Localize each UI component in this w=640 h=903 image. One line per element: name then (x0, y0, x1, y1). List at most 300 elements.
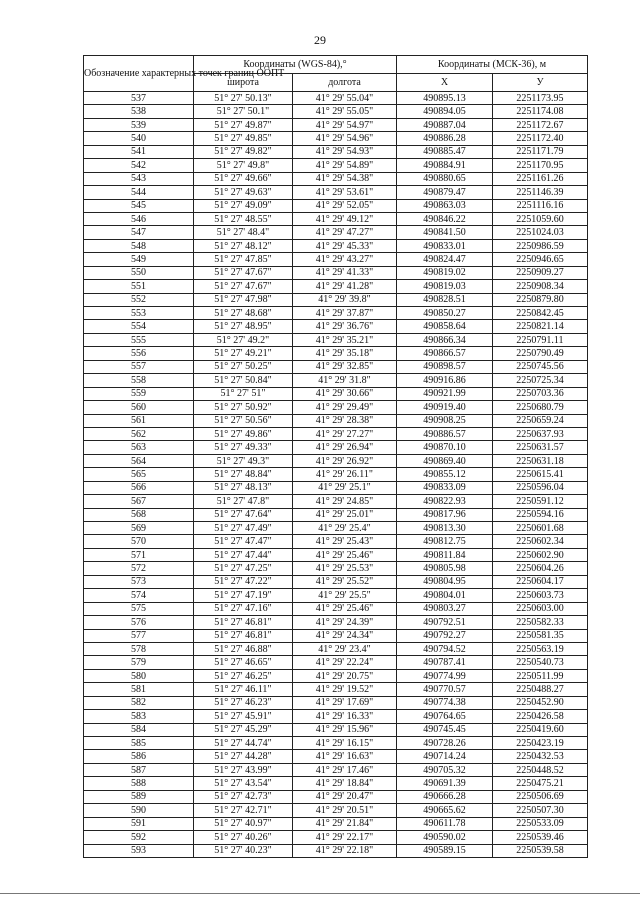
latitude-cell: 51° 27' 50.13" (194, 92, 293, 105)
point-id: 577 (84, 629, 194, 642)
longitude-cell: 41° 29' 24.85" (293, 495, 397, 508)
x-cell: 490846.22 (397, 212, 493, 225)
y-cell: 2250821.14 (493, 320, 588, 333)
table-row (84, 683, 588, 696)
table-row (84, 844, 588, 857)
longitude-cell: 41° 29' 25.01" (293, 508, 397, 521)
point-id: 566 (84, 481, 194, 494)
latitude-cell: 51° 27' 49.85" (194, 132, 293, 145)
point-id: 558 (84, 374, 194, 387)
latitude-cell: 51° 27' 46.11" (194, 683, 293, 696)
table-row (84, 642, 588, 655)
point-id: 565 (84, 468, 194, 481)
longitude-cell: 41° 29' 54.97" (293, 118, 397, 131)
table-row (84, 723, 588, 736)
point-id: 544 (84, 186, 194, 199)
longitude-cell: 41° 29' 47.27" (293, 226, 397, 239)
point-id: 540 (84, 132, 194, 145)
point-id: 567 (84, 495, 194, 508)
latitude-cell: 51° 27' 50.1" (194, 105, 293, 118)
table-row (84, 253, 588, 266)
table-row (84, 333, 588, 346)
latitude-cell: 51° 27' 48.68" (194, 307, 293, 320)
x-cell: 490885.47 (397, 145, 493, 158)
longitude-cell: 41° 29' 26.94" (293, 441, 397, 454)
point-id: 545 (84, 199, 194, 212)
point-id: 576 (84, 616, 194, 629)
y-cell: 2250423.19 (493, 737, 588, 750)
latitude-cell: 51° 27' 45.91" (194, 710, 293, 723)
x-cell: 490666.28 (397, 790, 493, 803)
table-row (84, 145, 588, 158)
header-wgs84: Координаты (WGS-84),° (194, 56, 397, 74)
longitude-cell: 41° 29' 24.34" (293, 629, 397, 642)
latitude-cell: 51° 27' 47.47" (194, 535, 293, 548)
x-cell: 490866.34 (397, 333, 493, 346)
latitude-cell: 51° 27' 45.29" (194, 723, 293, 736)
x-cell: 490919.40 (397, 401, 493, 414)
latitude-cell: 51° 27' 47.49" (194, 522, 293, 535)
point-id: 583 (84, 710, 194, 723)
latitude-cell: 51° 27' 47.25" (194, 562, 293, 575)
point-id: 578 (84, 642, 194, 655)
point-id: 579 (84, 656, 194, 669)
longitude-cell: 41° 29' 49.12" (293, 212, 397, 225)
longitude-cell: 41° 29' 32.85" (293, 360, 397, 373)
point-id: 586 (84, 750, 194, 763)
latitude-cell: 51° 27' 46.81" (194, 629, 293, 642)
latitude-cell: 51° 27' 48.13" (194, 481, 293, 494)
point-id: 584 (84, 723, 194, 736)
table-row (84, 589, 588, 602)
latitude-cell: 51° 27' 49.87" (194, 118, 293, 131)
longitude-cell: 41° 29' 25.46" (293, 602, 397, 615)
table-row (84, 495, 588, 508)
point-id: 542 (84, 159, 194, 172)
point-id: 556 (84, 347, 194, 360)
y-cell: 2251116.16 (493, 199, 588, 212)
x-cell: 490792.51 (397, 616, 493, 629)
point-id: 574 (84, 589, 194, 602)
longitude-cell: 41° 29' 21.84" (293, 817, 397, 830)
y-cell: 2251059.60 (493, 212, 588, 225)
x-cell: 490870.10 (397, 441, 493, 454)
point-id: 553 (84, 307, 194, 320)
longitude-cell: 41° 29' 35.21" (293, 333, 397, 346)
y-cell: 2250475.21 (493, 777, 588, 790)
longitude-cell: 41° 29' 27.27" (293, 427, 397, 440)
latitude-cell: 51° 27' 44.28" (194, 750, 293, 763)
latitude-cell: 51° 27' 49.33" (194, 441, 293, 454)
latitude-cell: 51° 27' 44.74" (194, 737, 293, 750)
point-id: 557 (84, 360, 194, 373)
y-cell: 2250631.18 (493, 454, 588, 467)
longitude-cell: 41° 29' 54.89" (293, 159, 397, 172)
point-id: 581 (84, 683, 194, 696)
latitude-cell: 51° 27' 46.88" (194, 642, 293, 655)
latitude-cell: 51° 27' 46.25" (194, 669, 293, 682)
latitude-cell: 51° 27' 47.67" (194, 266, 293, 279)
x-cell: 490908.25 (397, 414, 493, 427)
coordinates-table (83, 55, 588, 858)
x-cell: 490819.02 (397, 266, 493, 279)
y-cell: 2251161.26 (493, 172, 588, 185)
x-cell: 490805.98 (397, 562, 493, 575)
point-id: 572 (84, 562, 194, 575)
table-row (84, 790, 588, 803)
table-row (84, 105, 588, 118)
table-row (84, 656, 588, 669)
x-cell: 490898.57 (397, 360, 493, 373)
table-row (84, 629, 588, 642)
page-number: 29 (314, 33, 326, 47)
table-row (84, 696, 588, 709)
longitude-cell: 41° 29' 25.43" (293, 535, 397, 548)
longitude-cell: 41° 29' 20.51" (293, 804, 397, 817)
y-cell: 2250745.56 (493, 360, 588, 373)
y-cell: 2250563.19 (493, 642, 588, 655)
point-id: 590 (84, 804, 194, 817)
table-row (84, 710, 588, 723)
x-cell: 490714.24 (397, 750, 493, 763)
header-longitude: долгота (293, 74, 397, 92)
point-id: 541 (84, 145, 194, 158)
y-cell: 2250582.33 (493, 616, 588, 629)
x-cell: 490887.04 (397, 118, 493, 131)
x-cell: 490745.45 (397, 723, 493, 736)
y-cell: 2250539.46 (493, 831, 588, 844)
point-id: 546 (84, 212, 194, 225)
x-cell: 490895.13 (397, 92, 493, 105)
x-cell: 490813.30 (397, 522, 493, 535)
longitude-cell: 41° 29' 16.63" (293, 750, 397, 763)
point-id: 562 (84, 427, 194, 440)
latitude-cell: 51° 27' 47.98" (194, 293, 293, 306)
point-id: 573 (84, 575, 194, 588)
longitude-cell: 41° 29' 23.4" (293, 642, 397, 655)
y-cell: 2250581.35 (493, 629, 588, 642)
longitude-cell: 41° 29' 52.05" (293, 199, 397, 212)
longitude-cell: 41° 29' 54.96" (293, 132, 397, 145)
x-cell: 490817.96 (397, 508, 493, 521)
table-row (84, 360, 588, 373)
longitude-cell: 41° 29' 16.15" (293, 737, 397, 750)
x-cell: 490879.47 (397, 186, 493, 199)
table-row (84, 508, 588, 521)
longitude-cell: 41° 29' 16.33" (293, 710, 397, 723)
latitude-cell: 51° 27' 48.84" (194, 468, 293, 481)
point-id: 585 (84, 737, 194, 750)
x-cell: 490869.40 (397, 454, 493, 467)
table-row (84, 535, 588, 548)
latitude-cell: 51° 27' 47.85" (194, 253, 293, 266)
y-cell: 2250879.80 (493, 293, 588, 306)
point-id: 571 (84, 548, 194, 561)
latitude-cell: 51° 27' 46.81" (194, 616, 293, 629)
longitude-cell: 41° 29' 43.27" (293, 253, 397, 266)
longitude-cell: 41° 29' 54.38" (293, 172, 397, 185)
y-cell: 2250452.90 (493, 696, 588, 709)
point-id: 587 (84, 763, 194, 776)
table-row (84, 575, 588, 588)
longitude-cell: 41° 29' 39.8" (293, 293, 397, 306)
point-id: 550 (84, 266, 194, 279)
table-row (84, 522, 588, 535)
x-cell: 490921.99 (397, 387, 493, 400)
y-cell: 2250426.58 (493, 710, 588, 723)
latitude-cell: 51° 27' 51" (194, 387, 293, 400)
longitude-cell: 41° 29' 41.28" (293, 280, 397, 293)
table-header (84, 56, 588, 92)
x-cell: 490691.39 (397, 777, 493, 790)
longitude-cell: 41° 29' 22.17" (293, 831, 397, 844)
table-row (84, 199, 588, 212)
latitude-cell: 51° 27' 48.55" (194, 212, 293, 225)
y-cell: 2250601.68 (493, 522, 588, 535)
table-row (84, 669, 588, 682)
x-cell: 490880.65 (397, 172, 493, 185)
table-row (84, 427, 588, 440)
y-cell: 2250908.34 (493, 280, 588, 293)
point-id: 537 (84, 92, 194, 105)
table-row (84, 172, 588, 185)
longitude-cell: 41° 29' 15.96" (293, 723, 397, 736)
longitude-cell: 41° 29' 55.05" (293, 105, 397, 118)
longitude-cell: 41° 29' 25.4" (293, 522, 397, 535)
point-id: 569 (84, 522, 194, 535)
point-id: 591 (84, 817, 194, 830)
longitude-cell: 41° 29' 26.11" (293, 468, 397, 481)
table-row (84, 159, 588, 172)
x-cell: 490894.05 (397, 105, 493, 118)
table-row (84, 226, 588, 239)
table-row (84, 239, 588, 252)
latitude-cell: 51° 27' 50.25" (194, 360, 293, 373)
latitude-cell: 51° 27' 50.84" (194, 374, 293, 387)
y-cell: 2251024.03 (493, 226, 588, 239)
latitude-cell: 51° 27' 42.71" (194, 804, 293, 817)
point-id: 547 (84, 226, 194, 239)
point-id: 551 (84, 280, 194, 293)
x-cell: 490705.32 (397, 763, 493, 776)
x-cell: 490811.84 (397, 548, 493, 561)
longitude-cell: 41° 29' 26.92" (293, 454, 397, 467)
point-id: 563 (84, 441, 194, 454)
x-cell: 490792.27 (397, 629, 493, 642)
table-row (84, 92, 588, 105)
y-cell: 2250790.49 (493, 347, 588, 360)
longitude-cell: 41° 29' 25.5" (293, 589, 397, 602)
x-cell: 490833.09 (397, 481, 493, 494)
latitude-cell: 51° 27' 49.2" (194, 333, 293, 346)
longitude-cell: 41° 29' 54.93" (293, 145, 397, 158)
point-id: 552 (84, 293, 194, 306)
longitude-cell: 41° 29' 20.47" (293, 790, 397, 803)
table-row (84, 387, 588, 400)
longitude-cell: 41° 29' 22.24" (293, 656, 397, 669)
y-cell: 2251172.67 (493, 118, 588, 131)
point-id: 561 (84, 414, 194, 427)
point-id: 538 (84, 105, 194, 118)
y-cell: 2250842.45 (493, 307, 588, 320)
longitude-cell: 41° 29' 41.33" (293, 266, 397, 279)
y-cell: 2251173.95 (493, 92, 588, 105)
bottom-divider (0, 893, 640, 894)
longitude-cell: 41° 29' 17.69" (293, 696, 397, 709)
x-cell: 490590.02 (397, 831, 493, 844)
table-row (84, 401, 588, 414)
table-row (84, 374, 588, 387)
x-cell: 490794.52 (397, 642, 493, 655)
x-cell: 490819.03 (397, 280, 493, 293)
longitude-cell: 41° 29' 36.76" (293, 320, 397, 333)
y-cell: 2250591.12 (493, 495, 588, 508)
y-cell: 2250909.27 (493, 266, 588, 279)
table-row (84, 186, 588, 199)
point-id: 592 (84, 831, 194, 844)
x-cell: 490804.01 (397, 589, 493, 602)
x-cell: 490774.99 (397, 669, 493, 682)
table-row (84, 293, 588, 306)
latitude-cell: 51° 27' 49.09" (194, 199, 293, 212)
table-row (84, 777, 588, 790)
latitude-cell: 51° 27' 40.26" (194, 831, 293, 844)
x-cell: 490866.57 (397, 347, 493, 360)
latitude-cell: 51° 27' 49.21" (194, 347, 293, 360)
point-id: 580 (84, 669, 194, 682)
latitude-cell: 51° 27' 47.44" (194, 548, 293, 561)
x-cell: 490855.12 (397, 468, 493, 481)
y-cell: 2250539.58 (493, 844, 588, 857)
longitude-cell: 41° 29' 37.87" (293, 307, 397, 320)
latitude-cell: 51° 27' 46.65" (194, 656, 293, 669)
table-row (84, 441, 588, 454)
point-id: 560 (84, 401, 194, 414)
x-cell: 490884.91 (397, 159, 493, 172)
x-cell: 490787.41 (397, 656, 493, 669)
table-row (84, 307, 588, 320)
table-row (84, 454, 588, 467)
table-row (84, 737, 588, 750)
y-cell: 2250507.30 (493, 804, 588, 817)
table-body (84, 92, 588, 858)
header-latitude: широта (194, 74, 293, 92)
table-row (84, 414, 588, 427)
y-cell: 2250946.65 (493, 253, 588, 266)
table-row (84, 562, 588, 575)
point-id: 575 (84, 602, 194, 615)
table-row (84, 118, 588, 131)
table-row (84, 132, 588, 145)
y-cell: 2250604.26 (493, 562, 588, 575)
latitude-cell: 51° 27' 49.82" (194, 145, 293, 158)
x-cell: 490728.26 (397, 737, 493, 750)
y-cell: 2250703.36 (493, 387, 588, 400)
x-cell: 490822.93 (397, 495, 493, 508)
longitude-cell: 41° 29' 18.84" (293, 777, 397, 790)
y-cell: 2250511.99 (493, 669, 588, 682)
x-cell: 490828.51 (397, 293, 493, 306)
y-cell: 2251174.08 (493, 105, 588, 118)
x-cell: 490589.15 (397, 844, 493, 857)
y-cell: 2250488.27 (493, 683, 588, 696)
x-cell: 490812.75 (397, 535, 493, 548)
longitude-cell: 41° 29' 24.39" (293, 616, 397, 629)
point-id: 588 (84, 777, 194, 790)
x-cell: 490824.47 (397, 253, 493, 266)
latitude-cell: 51° 27' 47.8" (194, 495, 293, 508)
table-row (84, 616, 588, 629)
table-row (84, 831, 588, 844)
y-cell: 2250604.17 (493, 575, 588, 588)
x-cell: 490858.64 (397, 320, 493, 333)
y-cell: 2250448.52 (493, 763, 588, 776)
latitude-cell: 51° 27' 48.4" (194, 226, 293, 239)
latitude-cell: 51° 27' 46.23" (194, 696, 293, 709)
longitude-cell: 41° 29' 55.04" (293, 92, 397, 105)
table-row (84, 763, 588, 776)
latitude-cell: 51° 27' 43.99" (194, 763, 293, 776)
latitude-cell: 51° 27' 49.8" (194, 159, 293, 172)
latitude-cell: 51° 27' 40.23" (194, 844, 293, 857)
table-row (84, 266, 588, 279)
point-id: 548 (84, 239, 194, 252)
latitude-cell: 51° 27' 47.67" (194, 280, 293, 293)
y-cell: 2250419.60 (493, 723, 588, 736)
y-cell: 2250594.16 (493, 508, 588, 521)
point-id: 549 (84, 253, 194, 266)
latitude-cell: 51° 27' 47.22" (194, 575, 293, 588)
x-cell: 490770.57 (397, 683, 493, 696)
x-cell: 490863.03 (397, 199, 493, 212)
latitude-cell: 51° 27' 48.12" (194, 239, 293, 252)
latitude-cell: 51° 27' 47.19" (194, 589, 293, 602)
y-cell: 2250615.41 (493, 468, 588, 481)
table-row (84, 212, 588, 225)
latitude-cell: 51° 27' 40.97" (194, 817, 293, 830)
header-y: У (493, 74, 588, 92)
latitude-cell: 51° 27' 42.73" (194, 790, 293, 803)
point-id: 593 (84, 844, 194, 857)
longitude-cell: 41° 29' 35.18" (293, 347, 397, 360)
x-cell: 490774.38 (397, 696, 493, 709)
x-cell: 490886.28 (397, 132, 493, 145)
y-cell: 2250631.57 (493, 441, 588, 454)
y-cell: 2250602.34 (493, 535, 588, 548)
y-cell: 2250637.93 (493, 427, 588, 440)
point-id: 564 (84, 454, 194, 467)
x-cell: 490804.95 (397, 575, 493, 588)
latitude-cell: 51° 27' 49.66" (194, 172, 293, 185)
point-id: 539 (84, 118, 194, 131)
table-row (84, 347, 588, 360)
x-cell: 490803.27 (397, 602, 493, 615)
longitude-cell: 41° 29' 28.38" (293, 414, 397, 427)
point-id: 559 (84, 387, 194, 400)
y-cell: 2250596.04 (493, 481, 588, 494)
latitude-cell: 51° 27' 49.86" (194, 427, 293, 440)
y-cell: 2250725.34 (493, 374, 588, 387)
point-id: 570 (84, 535, 194, 548)
y-cell: 2250791.11 (493, 333, 588, 346)
latitude-cell: 51° 27' 49.3" (194, 454, 293, 467)
header-x: X (397, 74, 493, 92)
y-cell: 2250506.69 (493, 790, 588, 803)
x-cell: 490886.57 (397, 427, 493, 440)
table-row (84, 468, 588, 481)
y-cell: 2250603.73 (493, 589, 588, 602)
latitude-cell: 51° 27' 47.16" (194, 602, 293, 615)
